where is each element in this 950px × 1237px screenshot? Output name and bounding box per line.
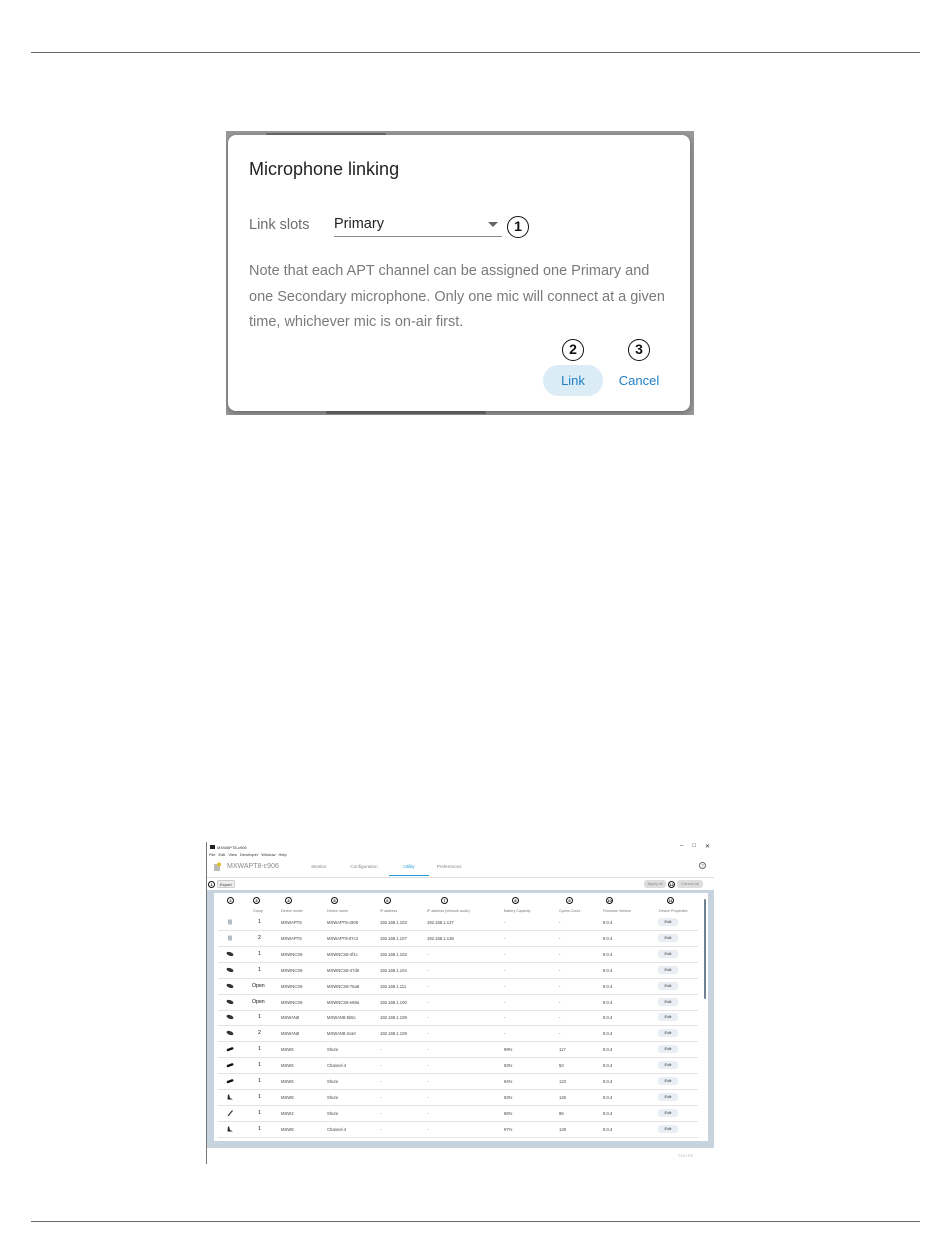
- cell-battery: -: [504, 967, 506, 973]
- cell-group: Open: [252, 982, 265, 989]
- utility-screenshot: [206, 842, 714, 1164]
- column-callout-marker: 7: [441, 897, 448, 904]
- cell-battery: 97%: [504, 1126, 513, 1132]
- cell-battery: -: [504, 999, 506, 1005]
- cell-model: MXWNCS8: [281, 999, 303, 1005]
- menu-developer[interactable]: Developer: [239, 852, 259, 857]
- cell-cycles: 86: [559, 1110, 564, 1116]
- callout-marker: 1: [208, 881, 215, 888]
- cell-model: MXWAN8: [281, 1015, 300, 1021]
- cell-battery: 93%: [504, 1063, 513, 1069]
- cell-group: 2: [258, 934, 261, 941]
- device-type-icon: [226, 1014, 234, 1020]
- column-callout-marker: 9: [566, 897, 573, 904]
- column-callout-marker: 4: [285, 897, 292, 904]
- table-row[interactable]: [218, 963, 698, 979]
- cell-ip-audio: -: [427, 983, 429, 989]
- device-type-icon: [226, 1062, 234, 1068]
- cell-group: 1: [258, 1014, 261, 1021]
- maximize-button[interactable]: □: [692, 843, 696, 849]
- column-header[interactable]: Firmware Version: [603, 909, 631, 913]
- cell-name: Shure: [327, 1047, 339, 1053]
- device-type-icon: [226, 1094, 234, 1100]
- cell-name: Shure: [327, 1094, 339, 1100]
- cell-model: MXW6: [281, 1079, 294, 1084]
- export-button[interactable]: Export: [217, 880, 235, 888]
- device-type-icon: [226, 951, 234, 957]
- cell-cycles: -: [559, 983, 561, 989]
- column-callout-marker: 10: [607, 898, 612, 903]
- cell-ip-audio: -: [427, 1079, 429, 1084]
- cell-group: 1: [258, 1125, 261, 1132]
- cell-battery: -: [504, 1015, 506, 1021]
- cell-firmware: 9.0.4: [603, 1015, 613, 1021]
- cell-firmware: 9.0.4: [603, 1126, 613, 1132]
- callout-marker: 1: [507, 216, 529, 238]
- cell-model: MXW6: [281, 1063, 294, 1069]
- cell-ip-audio: -: [427, 1110, 429, 1116]
- cell-ip: -: [380, 1063, 382, 1069]
- device-type-icon: [226, 1126, 234, 1132]
- column-callout-marker: 6: [384, 897, 391, 904]
- cell-battery: 94%: [504, 1079, 513, 1084]
- menu-bar: [209, 852, 287, 857]
- tab-monitor[interactable]: Monitor: [311, 864, 327, 869]
- cell-cycles: -: [559, 920, 561, 925]
- callout-marker: 12: [669, 881, 674, 887]
- table-row[interactable]: [218, 1090, 698, 1106]
- cell-battery: 93%: [504, 1094, 513, 1100]
- cell-cycles: -: [559, 967, 561, 973]
- column-callout-marker: 11: [668, 898, 673, 903]
- cell-name: MXWNCS8-4f1c: [327, 951, 358, 957]
- column-header[interactable]: Cycles Count: [559, 909, 581, 913]
- callout-marker: 2: [562, 339, 584, 361]
- cell-ip-audio: -: [427, 951, 429, 957]
- cell-name: Shure: [327, 1079, 339, 1084]
- microphone-linking-screenshot: [226, 131, 694, 415]
- cell-battery: 99%: [504, 1047, 513, 1053]
- edit-button[interactable]: Edit: [658, 1013, 678, 1021]
- cell-group: 1: [258, 1062, 261, 1069]
- device-type-icon: [226, 1030, 234, 1036]
- apply-all-button[interactable]: Apply all: [644, 880, 666, 888]
- edit-button[interactable]: Edit: [658, 982, 678, 990]
- device-type-icon: [226, 1110, 234, 1116]
- cell-group: 1: [258, 1078, 261, 1084]
- toolbar: [207, 877, 714, 890]
- cell-ip-audio: -: [427, 1015, 429, 1021]
- edit-button[interactable]: Edit: [658, 934, 678, 942]
- cell-firmware: 9.0.4: [603, 983, 613, 989]
- cell-ip-audio: -: [427, 1094, 429, 1100]
- column-callout-marker: 5: [331, 897, 338, 904]
- cell-ip: 192.168.1.108: [380, 1015, 407, 1021]
- device-icon: [213, 862, 222, 871]
- cell-model: MXW8: [281, 1126, 294, 1132]
- cell-firmware: 9.0.4: [603, 951, 613, 957]
- cell-ip: 192.168.1.102: [380, 951, 407, 957]
- cell-name: Shure: [327, 1110, 339, 1116]
- cell-model: MXW6: [281, 1047, 294, 1053]
- cell-ip: 192.168.1.103: [380, 920, 407, 925]
- dropdown-arrow-icon: [488, 222, 498, 227]
- cancel-button[interactable]: Cancel: [616, 365, 662, 396]
- cell-firmware: 9.0.4: [603, 920, 613, 925]
- column-header[interactable]: IP address: [380, 909, 398, 913]
- device-type-icon: [226, 935, 234, 941]
- tab-configuration[interactable]: Configuration: [350, 864, 378, 869]
- help-icon[interactable]: ?: [699, 862, 706, 869]
- cell-cycles: -: [559, 935, 561, 941]
- cell-ip: 192.168.1.107: [380, 935, 407, 941]
- cell-battery: -: [504, 935, 506, 941]
- edit-button[interactable]: Edit: [658, 950, 678, 958]
- cell-ip: 192.168.1.109: [380, 1031, 407, 1037]
- cell-ip-audio: -: [427, 1031, 429, 1037]
- column-header[interactable]: IP address (network audio): [427, 909, 470, 913]
- cell-group: Open: [252, 998, 265, 1005]
- cell-ip-audio: -: [427, 999, 429, 1005]
- table-row[interactable]: [218, 1106, 698, 1122]
- edit-button[interactable]: Edit: [658, 1109, 678, 1117]
- edit-button[interactable]: Edit: [658, 1061, 678, 1069]
- cell-model: MXWNCS8: [281, 983, 303, 989]
- cell-battery: -: [504, 983, 506, 989]
- table-row[interactable]: [218, 979, 698, 995]
- cell-cycles: -: [559, 999, 561, 1005]
- menu-edit[interactable]: Edit: [218, 852, 226, 857]
- table-row[interactable]: [218, 931, 698, 947]
- cell-firmware: 9.0.4: [603, 1063, 613, 1069]
- cell-firmware: 9.0.4: [603, 999, 613, 1005]
- column-header[interactable]: Device Properties: [659, 909, 688, 913]
- cell-cycles: 50: [559, 1063, 564, 1069]
- cell-name: MXWNCS8-47d0: [327, 967, 360, 973]
- link-slots-select[interactable]: [334, 211, 502, 237]
- cell-cycles: 123: [559, 1079, 566, 1084]
- cell-group: 1: [258, 1109, 261, 1116]
- edit-button[interactable]: Edit: [658, 1045, 678, 1053]
- cancel-all-button[interactable]: Cancel all: [677, 880, 703, 888]
- table-row[interactable]: [218, 995, 698, 1011]
- cell-name: MXWAPT8-67c2: [327, 935, 359, 941]
- cell-group: 1: [258, 966, 261, 973]
- menu-window[interactable]: Window: [261, 852, 276, 857]
- cell-ip: 192.168.1.104: [380, 967, 407, 973]
- minimize-button[interactable]: –: [680, 843, 684, 849]
- cell-group: 2: [258, 1030, 261, 1037]
- table-row[interactable]: [218, 1042, 698, 1058]
- tab-preferences[interactable]: Preferences: [436, 864, 462, 869]
- top-rule: [31, 52, 920, 53]
- app-logo-icon: [210, 845, 215, 849]
- cell-ip-audio: -: [427, 1063, 429, 1069]
- edit-button[interactable]: Edit: [658, 918, 678, 926]
- cell-cycles: -: [559, 951, 561, 957]
- tab-utility[interactable]: Utility: [389, 862, 429, 876]
- link-button[interactable]: Link: [543, 365, 603, 396]
- cell-model: MXWNCS8: [281, 951, 303, 957]
- cell-model: MXWNCS8: [281, 967, 303, 973]
- cell-firmware: 9.0.4: [603, 1110, 613, 1116]
- cell-ip: 192.168.1.111: [380, 983, 407, 989]
- column-header[interactable]: Device name: [327, 909, 348, 913]
- cell-model: MXW8: [281, 1094, 294, 1100]
- cell-firmware: 9.0.4: [603, 935, 613, 941]
- cell-name: MXWAN8-2ca0: [327, 1031, 356, 1037]
- cell-firmware: 9.0.4: [603, 967, 613, 973]
- edit-button[interactable]: Edit: [658, 966, 678, 974]
- edit-button[interactable]: Edit: [658, 1077, 678, 1085]
- device-table: [214, 893, 708, 1141]
- cell-cycles: 128: [559, 1126, 566, 1132]
- cell-ip: -: [380, 1126, 382, 1132]
- table-row[interactable]: [218, 1010, 698, 1026]
- cell-ip: 192.168.1.100: [380, 999, 407, 1005]
- edit-button[interactable]: Edit: [658, 1125, 678, 1133]
- cell-firmware: 9.0.4: [603, 1094, 613, 1100]
- cell-cycles: 126: [559, 1094, 566, 1100]
- cell-ip-audio: 192.168.1.136: [427, 935, 454, 941]
- cell-name: MXWNCS8-76a8: [327, 983, 360, 989]
- device-type-icon: [226, 967, 234, 973]
- column-callout-marker: 2: [227, 897, 234, 904]
- edit-button[interactable]: Edit: [658, 1093, 678, 1101]
- device-type-icon: [226, 1078, 234, 1084]
- bottom-rule: [31, 1221, 920, 1222]
- cell-group: 1: [258, 1093, 261, 1100]
- cell-name: MXWAPT8-c906: [327, 920, 359, 925]
- edit-button[interactable]: Edit: [658, 1029, 678, 1037]
- menu-view[interactable]: View: [228, 852, 237, 857]
- cell-firmware: 9.0.4: [603, 1047, 613, 1053]
- cell-model: MXWAPT8: [281, 920, 302, 925]
- cell-cycles: -: [559, 1031, 561, 1037]
- link-slots-value: Primary: [334, 216, 384, 232]
- device-type-icon: [226, 919, 234, 925]
- edit-button[interactable]: Edit: [658, 998, 678, 1006]
- window-title: MXWAPT8-c906: [217, 844, 247, 850]
- column-callout-marker: 3: [253, 897, 260, 904]
- cell-name: MXWAN8-5b5c: [327, 1015, 356, 1021]
- table-row[interactable]: [218, 947, 698, 963]
- table-row[interactable]: [218, 1074, 698, 1090]
- cell-name: Channel 4: [327, 1063, 347, 1069]
- column-callout-marker: 8: [512, 897, 519, 904]
- cell-battery: 86%: [504, 1110, 513, 1116]
- cell-model: MXW2: [281, 1110, 294, 1116]
- cell-ip: -: [380, 1094, 382, 1100]
- brand-watermark: SHURE: [677, 1153, 694, 1158]
- menu-file[interactable]: File: [209, 852, 216, 857]
- cell-ip: -: [380, 1110, 382, 1116]
- table-row[interactable]: [218, 1026, 698, 1042]
- device-type-icon: [226, 999, 234, 1005]
- device-type-icon: [226, 1046, 234, 1052]
- cell-group: 1: [258, 950, 261, 957]
- cell-ip: -: [380, 1079, 382, 1084]
- cell-firmware: 9.0.4: [603, 1079, 613, 1084]
- cell-model: MXWAN8: [281, 1031, 300, 1037]
- column-header[interactable]: Group: [253, 909, 263, 913]
- window-titlebar: [207, 842, 714, 851]
- close-button[interactable]: ✕: [704, 844, 710, 850]
- cell-ip-audio: -: [427, 967, 429, 973]
- table-row[interactable]: [218, 1058, 698, 1074]
- cell-battery: -: [504, 951, 506, 957]
- column-header[interactable]: Device model: [281, 909, 303, 913]
- cell-battery: -: [504, 1031, 506, 1037]
- table-row[interactable]: [218, 915, 698, 931]
- cell-model: MXWAPT8: [281, 935, 302, 941]
- cell-ip-audio: -: [427, 1047, 429, 1053]
- cell-name: MXWNCS8-e69a: [327, 999, 360, 1005]
- link-slots-label: Link slots: [249, 217, 310, 233]
- cell-cycles: 117: [559, 1047, 566, 1053]
- table-row[interactable]: [218, 1122, 698, 1138]
- cell-cycles: -: [559, 1015, 561, 1021]
- cell-group: 1: [258, 919, 261, 925]
- device-name-header: MXWAPT8-c906: [227, 863, 279, 870]
- main-tabs: [299, 862, 469, 876]
- table-scrollbar[interactable]: [704, 899, 706, 999]
- callout-marker: 3: [628, 339, 650, 361]
- cell-ip-audio: -: [427, 1126, 429, 1132]
- cell-ip: -: [380, 1047, 382, 1053]
- background-text: [326, 411, 486, 414]
- menu-help[interactable]: Help: [278, 852, 287, 857]
- cell-name: Channel 4: [327, 1126, 347, 1132]
- device-table-area: [207, 890, 714, 1148]
- cell-firmware: 9.0.4: [603, 1031, 613, 1037]
- cell-group: 1: [258, 1046, 261, 1053]
- dialog-title: Microphone linking: [249, 159, 400, 179]
- dialog-note: Note that each APT channel can be assigned one Primary and one Secondary microphone. Only one mic will connect at a given time, whichever mic is on-air first.: [249, 263, 665, 330]
- cell-ip-audio: 192.168.1.137: [427, 920, 454, 925]
- device-type-icon: [226, 983, 234, 989]
- cell-battery: -: [504, 920, 506, 925]
- microphone-linking-dialog: [228, 135, 690, 411]
- column-header[interactable]: Battery Capacity: [504, 909, 531, 913]
